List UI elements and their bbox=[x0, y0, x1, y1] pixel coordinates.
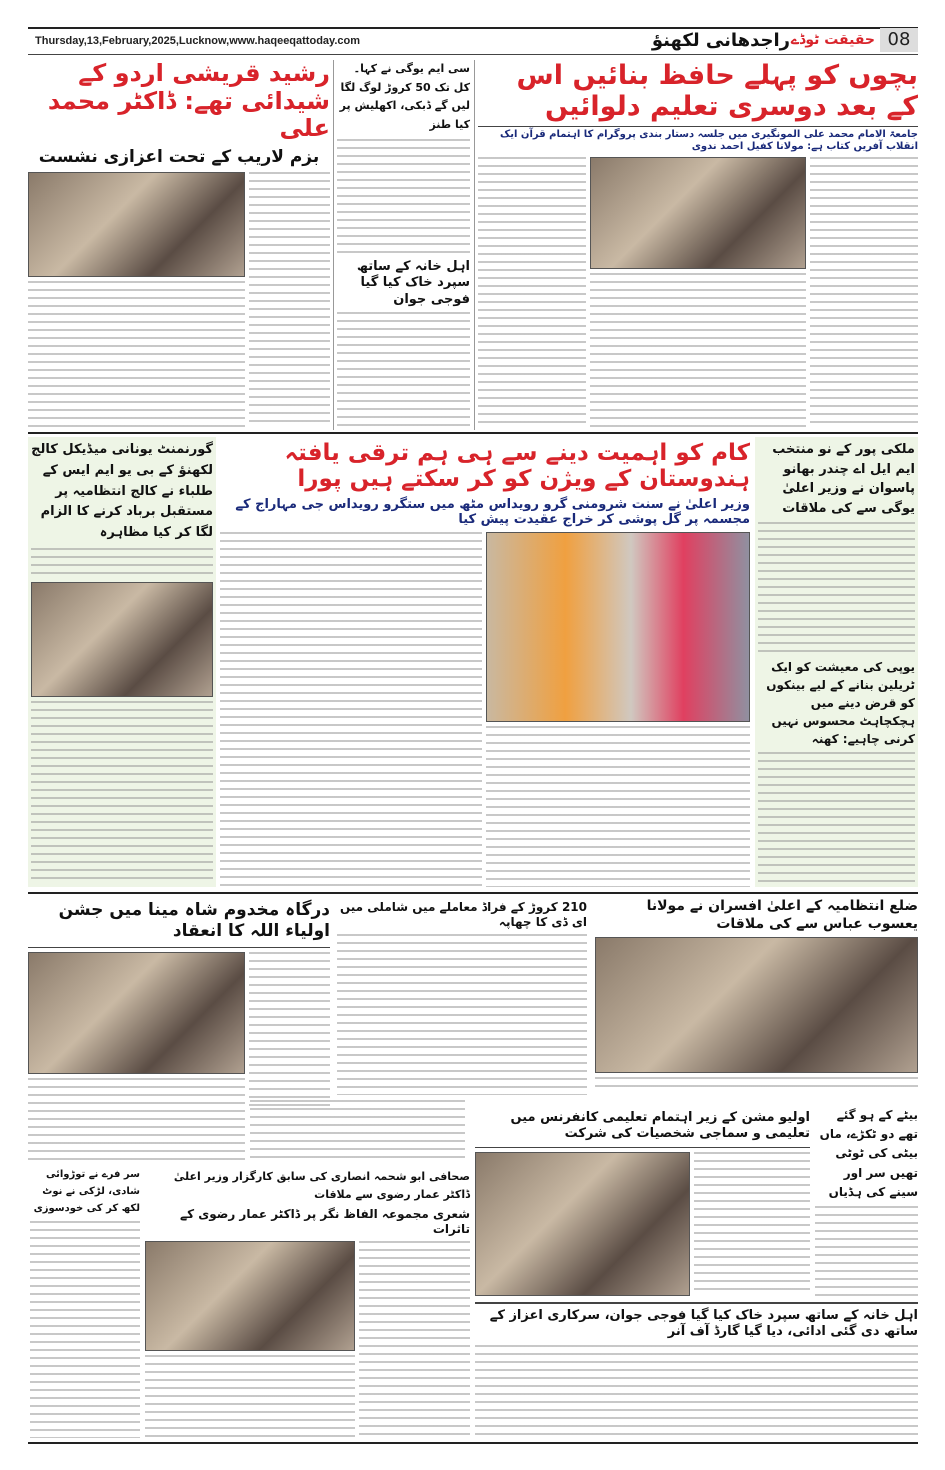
story-unani-photo bbox=[31, 582, 213, 697]
story-dargah-body bbox=[250, 1100, 465, 1160]
story-yogi-main-subhead: وزیر اعلیٰ نے سنت شرومنی گرو رویداس مٹھ میں ستگرو رویداس جی مہاراج کے مجسمہ پر گل پوشی کر خراج عقیدت پیش کیا bbox=[235, 496, 750, 528]
story-rasheed-content bbox=[28, 172, 330, 428]
story-hafiz-content bbox=[478, 157, 918, 428]
section-rule bbox=[28, 432, 918, 434]
story-unani-body bbox=[31, 701, 213, 884]
story-yogi-main-headline: کام کو اہمیت دینے سے ہی ہم ترقی یافتہ ہندوستان کے ویژن کو کر سکتے ہیں پورا bbox=[284, 440, 750, 493]
story-yogi-main-content bbox=[220, 532, 750, 887]
story-dargah-photo bbox=[28, 952, 245, 1074]
story-journalist-body bbox=[145, 1355, 355, 1438]
story-hafiz-body bbox=[478, 157, 586, 428]
story-rasheed-body bbox=[249, 172, 330, 428]
story-hafiz bbox=[478, 60, 918, 428]
story-yogi-main-photo bbox=[486, 532, 750, 722]
story-ed-raid bbox=[337, 900, 587, 1095]
story-yogi-snippet-body bbox=[337, 139, 470, 255]
top-rule bbox=[28, 27, 918, 29]
story-rasheed-photo bbox=[28, 172, 245, 277]
paper-logo: حقیقت ٹوڈے bbox=[790, 32, 875, 48]
story-olivo-body bbox=[694, 1152, 810, 1297]
rule bbox=[475, 1302, 918, 1304]
story-rasheed-headline: رشید قریشی اردو کے شیدائی تھے: ڈاکٹر محمد علی bbox=[47, 59, 330, 143]
story-abbas-caption bbox=[595, 1077, 918, 1093]
story-economy-body bbox=[758, 752, 915, 884]
story-unani-headline: گورنمنٹ یونانی میڈیکل کالج لکھنؤ کے بی یو ایم ایس کے طلباء نے کالج انتظامیہ پر مستقبل برباد کرنے کا الزام لگا کر کیا مظاہرہ bbox=[31, 442, 213, 541]
story-dowry-headline: سر فرے نے توڑوائی شادی، لڑکی نے نوٹ لکھ کر کی خودسوزی bbox=[33, 1169, 140, 1214]
story-guard-body bbox=[475, 1345, 918, 1439]
story-soldier-small-headline: اہل خانہ کے ساتھ سپرد خاک کیا گیا فوجی جوان bbox=[356, 259, 470, 307]
story-yogi-main-body bbox=[220, 532, 482, 887]
story-ed-raid-headline: 210 کروڑ کے فراڈ معاملے میں شاملی میں ای ڈی کا چھاپہ bbox=[339, 900, 587, 929]
story-yogi-snippet-headline: سی ایم یوگی نے کہا۔ کل تک 50 کروڑ لوگ لگا لیں گے ڈبکی، اکھلیش پر کیا طنز bbox=[339, 62, 470, 132]
story-rasheed bbox=[28, 60, 330, 428]
story-middle-column bbox=[337, 60, 470, 428]
story-journalist bbox=[145, 1168, 470, 1438]
story-dargah-headline: درگاہ مخدوم شاہ مینا میں جشن اولیاء اللہ کا انعقاد bbox=[58, 900, 330, 942]
story-journalist-body bbox=[359, 1241, 470, 1438]
story-soldier-small-body bbox=[337, 312, 470, 428]
story-olivo-photo bbox=[475, 1152, 690, 1297]
story-olivo-headline: اولیو مشن کے زیر اہتمام تعلیمی کانفرنس میں تعلیمی و سماجی شخصیات کی شرکت bbox=[510, 1110, 810, 1142]
story-paswan-headline: ملکی پور کے نو منتخب ایم ایل اے چندر بھانو پاسوان نے وزیر اعلیٰ یوگی سے کی ملاقات bbox=[772, 442, 915, 516]
story-hafiz-headline: بچوں کو پہلے حافظ بنائیں اس کے بعد دوسری تعلیم دلوائیں bbox=[516, 60, 918, 123]
story-dowry bbox=[30, 1166, 140, 1438]
story-economy-headline: یوپی کی معیشت کو ایک ٹریلین بنانے کے لیے بینکوں کو قرض دینے میں ہچکچاہٹ محسوس نہیں کرنی چاہیے: کھنہ bbox=[766, 660, 915, 746]
story-hafiz-subhead: جامعۃ الامام محمد علی المونگیری میں جلسہ دستار بندی پروگرام کا اہتمام قرآن ایک انقلاب آفریں کتاب ہے: مولانا کفیل احمد ندوی bbox=[478, 126, 918, 153]
dateline: Thursday,13,February,2025,Lucknow,www.haqeeqattoday.com bbox=[35, 35, 360, 47]
paswan-box bbox=[755, 437, 918, 887]
unani-box bbox=[28, 437, 216, 887]
story-journalist-content bbox=[145, 1241, 470, 1438]
story-journalist-subhead: شعری مجموعہ الفاظ نگر پر ڈاکٹر عمار رضوی کے تاثرات bbox=[180, 1207, 470, 1237]
story-dargah-body bbox=[28, 1078, 245, 1161]
bottom-rule bbox=[28, 1442, 918, 1444]
column-divider bbox=[474, 60, 475, 430]
rule bbox=[28, 947, 330, 948]
section-title: راجدھانی لکھنؤ bbox=[651, 30, 790, 51]
story-journalist-headline: صحافی ابو شحمہ انصاری کی سابق کارگزار وزیر اعلیٰ ڈاکٹر عمار رضوی سے ملاقات bbox=[173, 1170, 470, 1201]
story-abbas-photo bbox=[595, 937, 918, 1073]
story-yogi-main bbox=[220, 440, 750, 887]
story-dargah-body bbox=[249, 952, 330, 1107]
story-rasheed-body bbox=[28, 281, 245, 428]
story-yogi-main-body bbox=[486, 726, 750, 887]
rule bbox=[475, 1147, 810, 1148]
story-olivo bbox=[475, 1110, 810, 1296]
story-hafiz-photo bbox=[590, 157, 806, 269]
story-mother-body bbox=[815, 1206, 918, 1296]
story-hafiz-body bbox=[810, 157, 918, 428]
story-ed-raid-body bbox=[337, 934, 587, 1095]
header-rule bbox=[28, 54, 918, 55]
story-dowry-body bbox=[30, 1221, 140, 1438]
story-paswan-body bbox=[758, 522, 915, 654]
story-abbas-headline: ضلع انتظامیہ کے اعلیٰ افسران نے مولانا یعسوب عباس سے کی ملاقات bbox=[646, 898, 918, 932]
story-rasheed-subhead: بزم لاریب کے تحت اعزازی نشست bbox=[38, 146, 320, 167]
story-abbas bbox=[595, 898, 918, 1093]
story-guard-headline: اہل خانہ کے ساتھ سپرد خاک کیا گیا فوجی جوان، سرکاری اعزاز کے ساتھ دی گئی ادائی، دیا گیا گارڈ آف آنر bbox=[489, 1308, 918, 1340]
story-olivo-content bbox=[475, 1152, 810, 1297]
story-mother-headline: بیٹے کے ہو گئے تھے دو ٹکڑے، ماں بیٹی کی ٹوٹی تھیں سر اور سینے کی ہڈیاں bbox=[819, 1108, 918, 1199]
column-divider bbox=[333, 60, 334, 430]
story-unani-body bbox=[31, 548, 213, 578]
story-guard bbox=[475, 1302, 918, 1438]
story-mother bbox=[815, 1106, 918, 1296]
story-hafiz-body bbox=[590, 273, 806, 428]
page-number: 08 bbox=[880, 28, 918, 52]
section-rule bbox=[28, 892, 918, 894]
story-journalist-photo bbox=[145, 1241, 355, 1351]
